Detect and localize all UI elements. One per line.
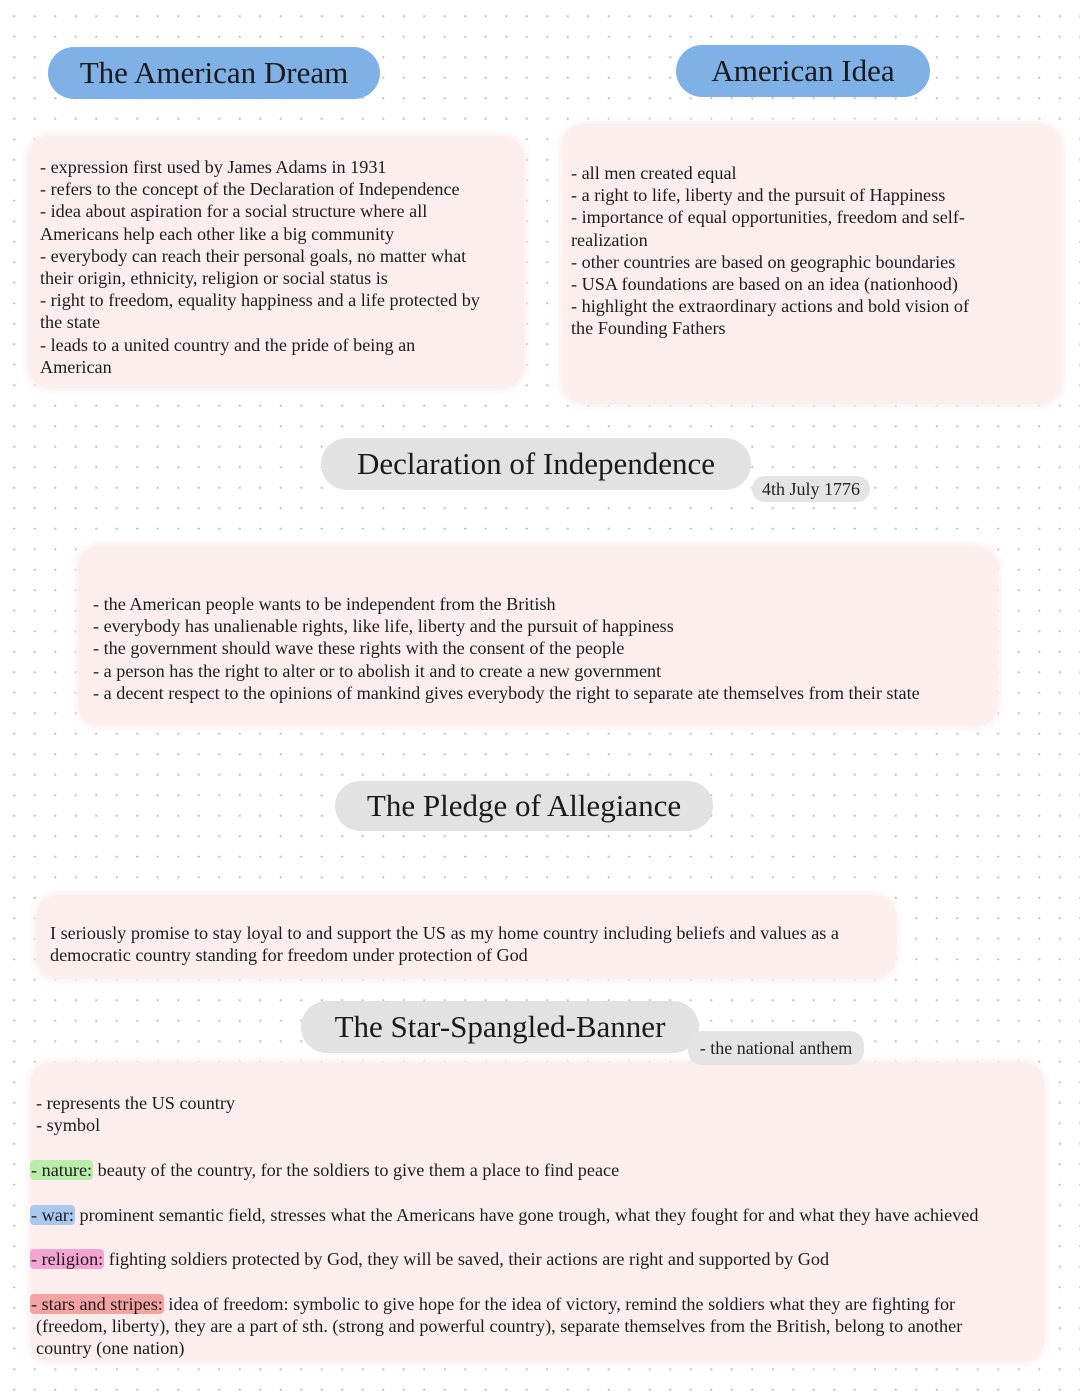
war-highlight: - war: [31,1205,74,1225]
list-item: - USA foundations are based on an idea (nationhood) [571,274,958,295]
list-item: - highlight the extraordinary actions and bold vision of [571,296,970,317]
declaration-title-text: Declaration of Independence [356,446,716,481]
religion-highlight: - religion: [31,1249,104,1269]
list-item: the Founding Fathers [571,318,726,339]
pledge-text [50,922,839,966]
pledge-line: I seriously promise to stay loyal to and support the US as my home country including beliefs and values as a [50,923,839,943]
list-item: - importance of equal opportunities, freedom and self- [571,207,965,228]
list-item: - the American people wants to be independent from the British [93,594,556,614]
american-dream-title [48,47,380,99]
american-idea-title [676,45,930,97]
banner-war [30,1204,978,1226]
list-item: - expression first used by James Adams in 1931 [40,157,387,177]
american-idea-list [571,162,969,340]
banner-nature [30,1159,619,1181]
declaration-date-text: 4th July 1776 [761,478,860,499]
war-text: prominent semantic field, stresses what the Americans have gone trough, what they fought for and what they have achieved [74,1205,979,1225]
list-item: Americans help each other like a big community [40,223,395,244]
list-item: American [40,356,112,377]
list-item: - everybody has unalienable rights, like life, liberty and the pursuit of happiness [93,616,674,637]
list-item: - the government should wave these rights with the consent of the people [93,638,625,659]
stars-line-2: (freedom, liberty), they are a part of sth. (strong and powerful country), separate themselves from the British, belong to another [36,1316,963,1337]
stars-highlight: - stars and stripes: [31,1294,163,1314]
religion-text: fighting soldiers protected by God, they will be saved, their actions are right and supported by God [104,1249,830,1269]
nature-text: beauty of the country, for the soldiers to give them a place to find peace [93,1160,620,1180]
list-item: their origin, ethnicity, religion or social status is [40,268,388,289]
list-item: - everybody can reach their personal goals, no matter what [40,245,467,266]
list-item: - symbol [36,1115,101,1136]
american-dream-title-text: The American Dream [79,55,349,90]
pledge-title [335,781,713,831]
banner-subtitle [688,1031,864,1065]
american-dream-list [40,156,480,378]
banner-title-text: The Star-Spangled-Banner [334,1009,666,1044]
list-item: - all men created equal [571,163,737,183]
stars-text: idea of freedom: symbolic to give hope for the idea of victory, remind the soldiers what they are fighting for [163,1294,956,1314]
banner-religion [30,1248,829,1270]
banner-stars [30,1293,962,1360]
nature-highlight: - nature: [31,1160,93,1180]
american-idea-title-text: American Idea [711,53,895,88]
list-item: - leads to a united country and the pride of being an [40,334,416,355]
declaration-list [93,593,920,704]
list-item: - a right to life, liberty and the pursuit of Happiness [571,185,946,206]
list-item: - idea about aspiration for a social structure where all [40,201,428,222]
list-item: - a person has the right to alter or to abolish it and to create a new government [93,660,662,681]
banner-title [301,1001,699,1053]
banner-subtitle-text: - the national anthem [699,1037,853,1058]
pledge-line: democratic country standing for freedom under protection of God [50,945,528,966]
list-item: - right to freedom, equality happiness and a life protected by [40,290,480,311]
declaration-title [321,438,751,490]
banner-intro [36,1092,235,1136]
list-item: - represents the US country [36,1093,235,1113]
list-item: realization [571,229,648,250]
list-item: - refers to the concept of the Declaration of Independence [40,179,460,200]
list-item: - other countries are based on geographic boundaries [571,251,956,272]
list-item: the state [40,312,101,333]
list-item: - a decent respect to the opinions of mankind gives everybody the right to separate ate themselves from their state [93,682,920,703]
pledge-title-text: The Pledge of Allegiance [366,788,682,823]
declaration-date [752,476,870,502]
stars-line-3: country (one nation) [36,1338,185,1359]
